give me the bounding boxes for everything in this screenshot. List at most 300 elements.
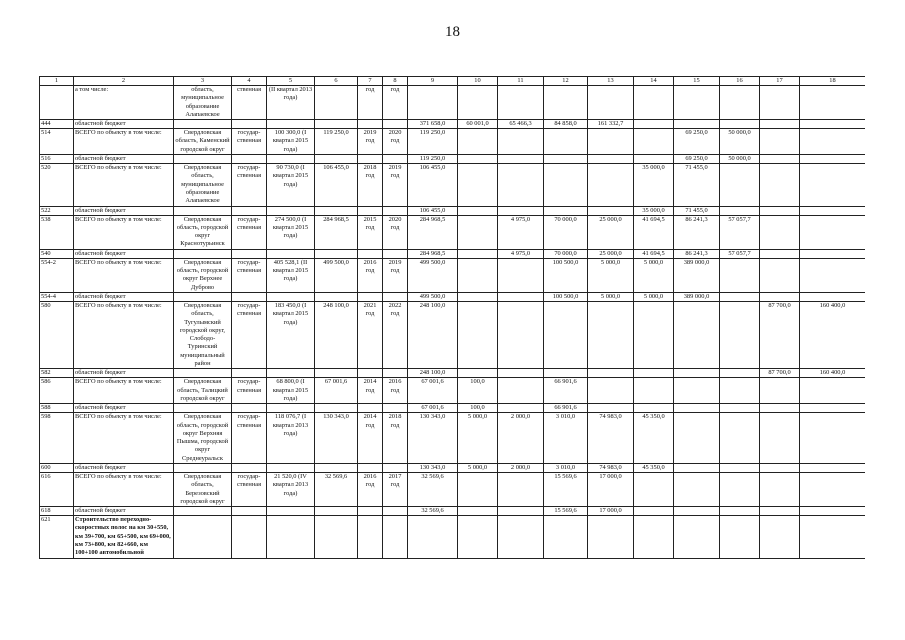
table-cell: 284 968,5: [408, 215, 458, 249]
table-cell: 119 250,0: [315, 129, 358, 155]
table-cell: 119 250,0: [408, 155, 458, 164]
table-cell: [544, 164, 588, 206]
table-cell: ВСЕГО по объекту в том числе:: [74, 301, 174, 368]
table-cell: [498, 292, 544, 301]
table-cell: [267, 463, 315, 472]
table-cell: 71 455,0: [674, 206, 720, 215]
table-cell: 4 975,0: [498, 249, 544, 258]
table-cell: [383, 249, 408, 258]
table-cell: ВСЕГО по объекту в том числе:: [74, 215, 174, 249]
table-cell: 5 000,0: [634, 292, 674, 301]
table-cell: [674, 472, 720, 506]
table-cell: [498, 155, 544, 164]
table-cell: [720, 516, 760, 558]
column-number: 2: [74, 77, 174, 86]
table-cell: 84 858,0: [544, 120, 588, 129]
table-cell: [760, 413, 800, 464]
table-cell: [498, 404, 544, 413]
table-cell: [174, 369, 232, 378]
table-cell: 118 076,7 (I квартал 2013 года): [267, 413, 315, 464]
table-cell: 25 000,0: [588, 249, 634, 258]
table-cell: [544, 86, 588, 120]
table-cell: [358, 463, 383, 472]
table-cell: [408, 86, 458, 120]
table-cell: [315, 507, 358, 516]
column-number: 17: [760, 77, 800, 86]
table-cell: [358, 155, 383, 164]
table-cell: год: [358, 86, 383, 120]
table-cell: [800, 413, 866, 464]
table-cell: 130 343,0: [408, 463, 458, 472]
table-cell: 71 455,0: [674, 164, 720, 206]
table-cell: [458, 86, 498, 120]
table-cell: 371 658,0: [408, 120, 458, 129]
table-cell: [267, 507, 315, 516]
table-cell: 160 400,0: [800, 369, 866, 378]
table-cell: [720, 258, 760, 292]
table-cell: [383, 292, 408, 301]
table-cell: [588, 378, 634, 404]
table-cell: [760, 472, 800, 506]
table-cell: 499 500,0: [315, 258, 358, 292]
table-cell: [720, 507, 760, 516]
table-cell: 5 000,0: [588, 292, 634, 301]
table-cell: [383, 516, 408, 558]
table-cell: Свердловская область, Тугулымский городской округ, Слободо-Туринский муниципальный район: [174, 301, 232, 368]
table-cell: [800, 292, 866, 301]
table-cell: 580: [40, 301, 74, 368]
table-cell: 2015 год: [358, 215, 383, 249]
column-number: 8: [383, 77, 408, 86]
table-cell: [674, 301, 720, 368]
table-cell: 45 350,0: [634, 413, 674, 464]
page-number: 18: [445, 24, 460, 40]
table-cell: 70 000,0: [544, 249, 588, 258]
table-cell: 516: [40, 155, 74, 164]
table-cell: [800, 215, 866, 249]
table-cell: [634, 404, 674, 413]
table-cell: [232, 507, 267, 516]
table-cell: а том числе:: [74, 86, 174, 120]
column-number: 7: [358, 77, 383, 86]
table-cell: [498, 507, 544, 516]
table-cell: Свердловская область, городской округ Верхняя Пышма, городской округ Среднеуральск: [174, 413, 232, 464]
table-cell: Свердловская область, городской округ Краснотурьинск: [174, 215, 232, 249]
table-cell: 66 901,6: [544, 378, 588, 404]
table-cell: [674, 413, 720, 464]
table-cell: 2019 год: [383, 164, 408, 206]
table-cell: 100,0: [458, 404, 498, 413]
table-cell: [720, 472, 760, 506]
table-cell: [674, 86, 720, 120]
table-cell: 100 300,0 (I квартал 2015 года): [267, 129, 315, 155]
table-cell: 87 700,0: [760, 369, 800, 378]
table-cell: [267, 249, 315, 258]
table-cell: [358, 516, 383, 558]
object-row: [40, 129, 866, 155]
table-cell: 67 001,6: [315, 378, 358, 404]
table-cell: [544, 369, 588, 378]
table-cell: 74 983,0: [588, 463, 634, 472]
table-cell: [498, 301, 544, 368]
table-cell: 67 001,6: [408, 404, 458, 413]
table-cell: [174, 206, 232, 215]
table-cell: [800, 164, 866, 206]
table-cell: [232, 155, 267, 164]
table-cell: 616: [40, 472, 74, 506]
table-cell: 514: [40, 129, 74, 155]
table-cell: [174, 249, 232, 258]
table-cell: государ- ственная: [232, 301, 267, 368]
table-cell: 3 010,0: [544, 413, 588, 464]
table-cell: 106 455,0: [408, 206, 458, 215]
table-cell: [674, 120, 720, 129]
table-cell: [634, 369, 674, 378]
table-cell: [315, 292, 358, 301]
table-cell: [315, 516, 358, 558]
column-number: 18: [800, 77, 866, 86]
table-cell: 32 569,6: [315, 472, 358, 506]
budget-subrow: [40, 155, 866, 164]
table-cell: 17 000,0: [588, 472, 634, 506]
column-number: 1: [40, 77, 74, 86]
table-cell: 2018 год: [358, 164, 383, 206]
object-row: [40, 86, 866, 120]
table-cell: [588, 404, 634, 413]
object-row: [40, 258, 866, 292]
table-cell: 106 455,0: [408, 164, 458, 206]
table-cell: [588, 516, 634, 558]
table-cell: [760, 516, 800, 558]
object-row: [40, 472, 866, 506]
table-cell: [720, 463, 760, 472]
table-cell: 130 343,0: [315, 413, 358, 464]
table-cell: ВСЕГО по объекту в том числе:: [74, 472, 174, 506]
table-cell: 618: [40, 507, 74, 516]
table-cell: [40, 86, 74, 120]
table-cell: 389 000,0: [674, 258, 720, 292]
table-cell: 2014 год: [358, 413, 383, 464]
table-cell: 499 500,0: [408, 292, 458, 301]
table-cell: [267, 404, 315, 413]
table-cell: [458, 164, 498, 206]
table-cell: 600: [40, 463, 74, 472]
table-cell: [458, 206, 498, 215]
table-cell: [358, 249, 383, 258]
table-cell: 248 100,0: [315, 301, 358, 368]
table-cell: [315, 463, 358, 472]
table-cell: [634, 120, 674, 129]
table-cell: [358, 404, 383, 413]
table-cell: [458, 215, 498, 249]
table-cell: [267, 155, 315, 164]
table-cell: 598: [40, 413, 74, 464]
budget-table-sheet: [39, 76, 865, 636]
table-cell: [544, 206, 588, 215]
table-cell: [267, 292, 315, 301]
table-cell: [634, 507, 674, 516]
table-cell: ВСЕГО по объекту в том числе:: [74, 378, 174, 404]
column-number: 3: [174, 77, 232, 86]
table-cell: 499 500,0: [408, 258, 458, 292]
table-cell: [174, 155, 232, 164]
table-cell: [232, 120, 267, 129]
table-cell: [800, 86, 866, 120]
header-row: [40, 77, 866, 86]
table-cell: [383, 206, 408, 215]
table-cell: [458, 292, 498, 301]
table-cell: государ- ственная: [232, 472, 267, 506]
table-cell: [315, 369, 358, 378]
table-cell: 586: [40, 378, 74, 404]
table-cell: [498, 472, 544, 506]
table-cell: [800, 258, 866, 292]
table-cell: [634, 301, 674, 368]
table-cell: [267, 206, 315, 215]
table-cell: [588, 129, 634, 155]
column-number: 4: [232, 77, 267, 86]
table-cell: [358, 369, 383, 378]
table-cell: 106 455,0: [315, 164, 358, 206]
table-cell: [674, 507, 720, 516]
table-cell: 2017 год: [383, 472, 408, 506]
table-cell: 17 000,0: [588, 507, 634, 516]
table-cell: 522: [40, 206, 74, 215]
table-cell: областной бюджет: [74, 206, 174, 215]
table-cell: 538: [40, 215, 74, 249]
budget-subrow: [40, 463, 866, 472]
table-cell: [315, 155, 358, 164]
table-cell: [232, 463, 267, 472]
table-cell: [383, 369, 408, 378]
table-cell: [458, 472, 498, 506]
table-cell: областной бюджет: [74, 404, 174, 413]
table-cell: 86 241,3: [674, 215, 720, 249]
table-cell: 50 000,0: [720, 129, 760, 155]
table-cell: 2 000,0: [498, 413, 544, 464]
table-cell: [315, 404, 358, 413]
table-cell: 520: [40, 164, 74, 206]
table-cell: областной бюджет: [74, 120, 174, 129]
table-cell: областной бюджет: [74, 249, 174, 258]
table-cell: 2020 год: [383, 129, 408, 155]
table-cell: [315, 206, 358, 215]
table-cell: [720, 120, 760, 129]
table-cell: [634, 472, 674, 506]
table-cell: [458, 129, 498, 155]
table-cell: 5 000,0: [634, 258, 674, 292]
table-cell: [174, 463, 232, 472]
table-cell: [408, 516, 458, 558]
table-cell: [760, 129, 800, 155]
budget-subrow: [40, 369, 866, 378]
table-cell: [800, 507, 866, 516]
table-cell: [760, 206, 800, 215]
table-cell: ВСЕГО по объекту в том числе:: [74, 164, 174, 206]
table-cell: 57 057,7: [720, 215, 760, 249]
table-cell: государ- ственная: [232, 164, 267, 206]
table-cell: [800, 404, 866, 413]
table-cell: [458, 507, 498, 516]
table-cell: 70 000,0: [544, 215, 588, 249]
table-cell: [232, 206, 267, 215]
table-cell: 2016 год: [383, 378, 408, 404]
table-cell: [174, 404, 232, 413]
table-cell: [674, 378, 720, 404]
table-cell: [800, 155, 866, 164]
table-cell: [174, 516, 232, 558]
table-cell: 119 250,0: [408, 129, 458, 155]
table-cell: [498, 129, 544, 155]
table-cell: государ- ственная: [232, 258, 267, 292]
table-cell: 60 001,0: [458, 120, 498, 129]
table-cell: [458, 155, 498, 164]
column-number: 6: [315, 77, 358, 86]
table-cell: [358, 507, 383, 516]
table-cell: 274 500,0 (I квартал 2015 года): [267, 215, 315, 249]
table-cell: [498, 164, 544, 206]
table-cell: [720, 413, 760, 464]
table-cell: [498, 206, 544, 215]
table-cell: [498, 86, 544, 120]
table-cell: государ- ственная: [232, 215, 267, 249]
table-cell: [800, 249, 866, 258]
table-cell: [674, 516, 720, 558]
table-cell: [267, 369, 315, 378]
table-cell: [498, 516, 544, 558]
table-cell: 2016 год: [358, 258, 383, 292]
table-cell: [760, 86, 800, 120]
table-cell: область, муниципальное образование Алапаевское: [174, 86, 232, 120]
table-cell: [458, 369, 498, 378]
table-cell: 248 100,0: [408, 301, 458, 368]
table-cell: [760, 258, 800, 292]
table-cell: Свердловская область, городской округ Верхнее Дуброво: [174, 258, 232, 292]
table-cell: 35 000,0: [634, 164, 674, 206]
table-cell: [232, 404, 267, 413]
table-cell: Свердловская область, муниципальное образование Алапаевское: [174, 164, 232, 206]
table-cell: Свердловская область, Талицкий городской округ: [174, 378, 232, 404]
table-cell: [588, 369, 634, 378]
table-cell: [588, 206, 634, 215]
table-cell: [800, 120, 866, 129]
table-cell: 45 350,0: [634, 463, 674, 472]
table-cell: 90 730,0 (I квартал 2015 года): [267, 164, 315, 206]
budget-table: [39, 76, 865, 559]
table-cell: [720, 404, 760, 413]
table-cell: [174, 507, 232, 516]
table-cell: ВСЕГО по объекту в том числе:: [74, 413, 174, 464]
table-cell: [544, 129, 588, 155]
table-cell: 5 000,0: [458, 463, 498, 472]
table-cell: 41 694,5: [634, 215, 674, 249]
table-cell: [760, 249, 800, 258]
table-cell: год: [383, 86, 408, 120]
table-cell: [760, 155, 800, 164]
object-row: [40, 164, 866, 206]
table-cell: 15 569,6: [544, 507, 588, 516]
table-cell: 2019 год: [383, 258, 408, 292]
table-cell: [760, 164, 800, 206]
table-cell: [267, 120, 315, 129]
table-cell: [315, 120, 358, 129]
table-cell: [760, 120, 800, 129]
table-cell: 74 983,0: [588, 413, 634, 464]
table-cell: [674, 369, 720, 378]
budget-subrow: [40, 292, 866, 301]
table-cell: [232, 292, 267, 301]
table-cell: 41 694,5: [634, 249, 674, 258]
object-row: [40, 215, 866, 249]
table-cell: [544, 301, 588, 368]
table-cell: [800, 472, 866, 506]
table-cell: 57 057,7: [720, 249, 760, 258]
budget-subrow: [40, 206, 866, 215]
table-cell: государ- ственная: [232, 378, 267, 404]
column-number: 15: [674, 77, 720, 86]
table-cell: Свердловская область, Березовский городской округ: [174, 472, 232, 506]
budget-subrow: [40, 120, 866, 129]
table-cell: [760, 507, 800, 516]
table-cell: [458, 516, 498, 558]
table-cell: [358, 120, 383, 129]
table-cell: [383, 155, 408, 164]
table-cell: [634, 129, 674, 155]
table-cell: [458, 249, 498, 258]
table-cell: [232, 516, 267, 558]
table-cell: [458, 301, 498, 368]
table-cell: 35 000,0: [634, 206, 674, 215]
table-cell: [634, 378, 674, 404]
table-cell: 5 000,0: [458, 413, 498, 464]
table-cell: 2 000,0: [498, 463, 544, 472]
table-cell: [720, 164, 760, 206]
table-cell: 588: [40, 404, 74, 413]
budget-subrow: [40, 404, 866, 413]
table-cell: 183 450,0 (I квартал 2015 года): [267, 301, 315, 368]
column-number: 10: [458, 77, 498, 86]
table-cell: [383, 404, 408, 413]
table-cell: 69 250,0: [674, 129, 720, 155]
table-cell: 2022 год: [383, 301, 408, 368]
column-number: 16: [720, 77, 760, 86]
table-cell: 32 569,6: [408, 472, 458, 506]
table-cell: областной бюджет: [74, 369, 174, 378]
table-cell: 68 800,0 (I квартал 2015 года): [267, 378, 315, 404]
table-cell: 2021 год: [358, 301, 383, 368]
table-cell: [760, 404, 800, 413]
table-cell: [498, 258, 544, 292]
table-cell: [760, 292, 800, 301]
table-cell: [383, 463, 408, 472]
table-cell: Свердловская область, Каменский городской округ: [175, 129, 230, 153]
table-cell: [760, 463, 800, 472]
table-cell: 50 000,0: [720, 155, 760, 164]
table-cell: [232, 249, 267, 258]
table-cell: ВСЕГО по объекту в том числе:: [74, 129, 174, 155]
table-cell: [498, 369, 544, 378]
table-cell: 444: [40, 120, 74, 129]
table-cell: [720, 292, 760, 301]
table-cell: [358, 292, 383, 301]
table-cell: [800, 129, 866, 155]
table-cell: [720, 378, 760, 404]
table-cell: 621: [40, 516, 74, 558]
table-cell: [674, 404, 720, 413]
table-cell: 3 010,0: [544, 463, 588, 472]
table-cell: областной бюджет: [74, 507, 174, 516]
table-cell: [720, 206, 760, 215]
